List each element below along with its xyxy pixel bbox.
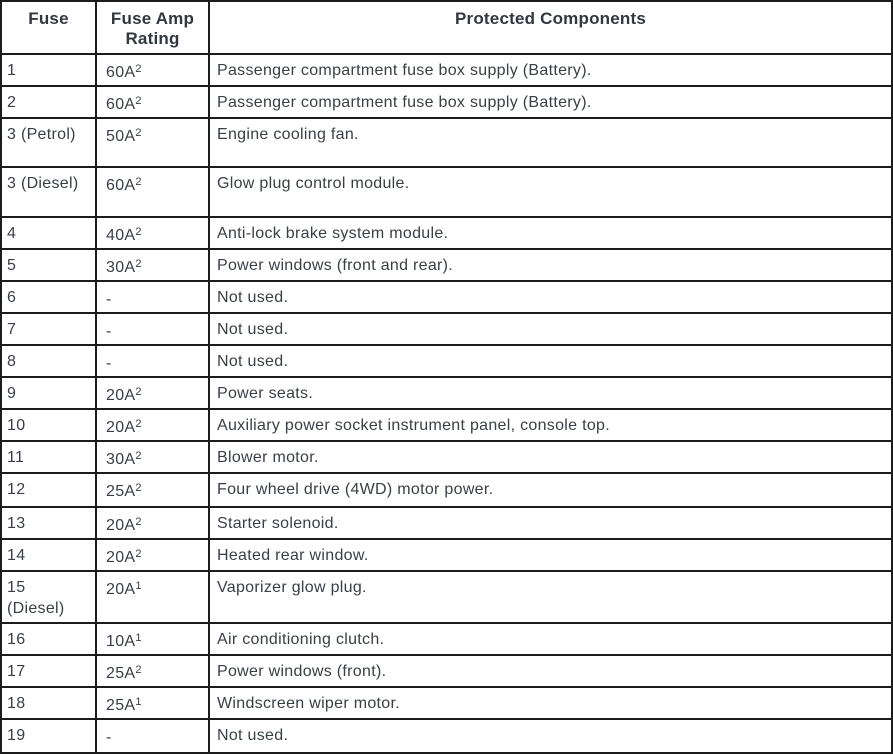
protected-component-cell: Not used. [209, 345, 892, 377]
table-row [1, 539, 892, 571]
protected-component-cell: Anti-lock brake system module. [209, 217, 892, 249]
table-row [1, 217, 892, 249]
table-row [1, 655, 892, 687]
protected-component-cell: Passenger compartment fuse box supply (Battery). [209, 86, 892, 118]
rating-superscript: 2 [135, 664, 142, 676]
protected-component-cell: Power windows (front and rear). [209, 249, 892, 281]
fuse-number-cell: 1 [1, 54, 96, 86]
amp-rating-cell: $30A^2$ [96, 249, 209, 281]
protected-component-cell: Passenger compartment fuse box supply (Battery). [209, 54, 892, 86]
col-header-fuse: Fuse [1, 1, 96, 54]
fuse-number-cell: 5 [1, 249, 96, 281]
table-row [1, 167, 892, 217]
amp-rating-cell: - [96, 345, 209, 377]
amp-rating-cell: $40A^2$ [96, 217, 209, 249]
fuse-number-cell: 4 [1, 217, 96, 249]
fuse-number-cell: 14 [1, 539, 96, 571]
fuse-number-cell: 11 [1, 441, 96, 473]
table-row [1, 54, 892, 86]
protected-component-cell: Not used. [209, 719, 892, 753]
amp-rating-cell: $60A^2$ [96, 86, 209, 118]
rating-superscript: 2 [135, 450, 142, 462]
protected-component-cell: Not used. [209, 313, 892, 345]
amp-rating-cell: $60A^2$ [96, 167, 209, 217]
table-row [1, 473, 892, 507]
fuse-number-cell: 3 (Petrol) [1, 118, 96, 167]
protected-component-cell: Glow plug control module. [209, 167, 892, 217]
table-row [1, 249, 892, 281]
protected-component-cell: Windscreen wiper motor. [209, 687, 892, 719]
protected-component-cell: Engine cooling fan. [209, 118, 892, 167]
amp-rating-cell: $25A^2$ [96, 655, 209, 687]
col-header-rating: Fuse Amp Rating [96, 1, 209, 54]
amp-rating-cell: - [96, 281, 209, 313]
header-row [1, 1, 892, 54]
protected-component-cell: Air conditioning clutch. [209, 623, 892, 655]
fuse-number-cell: 9 [1, 377, 96, 409]
protected-component-cell: Power windows (front). [209, 655, 892, 687]
fuse-number-cell: 3 (Diesel) [1, 167, 96, 217]
fuse-number-cell: 19 [1, 719, 96, 753]
fuse-number-cell: 2 [1, 86, 96, 118]
table-row [1, 623, 892, 655]
amp-rating-cell: $20A^2$ [96, 377, 209, 409]
table-row [1, 377, 892, 409]
rating-superscript: 2 [135, 95, 142, 107]
protected-component-cell: Not used. [209, 281, 892, 313]
fuse-table-body [1, 54, 892, 753]
amp-rating-cell: $20A^2$ [96, 539, 209, 571]
amp-rating-cell: $20A^2$ [96, 507, 209, 539]
amp-rating-cell: $20A^2$ [96, 409, 209, 441]
fuse-number-cell: 12 [1, 473, 96, 507]
amp-rating-cell: $60A^2$ [96, 54, 209, 86]
protected-component-cell: Power seats. [209, 377, 892, 409]
fuse-number-cell: 17 [1, 655, 96, 687]
fuse-number-cell: 13 [1, 507, 96, 539]
rating-superscript: 1 [135, 632, 142, 644]
rating-superscript: 2 [135, 258, 142, 270]
protected-component-cell: Four wheel drive (4WD) motor power. [209, 473, 892, 507]
amp-rating-cell: $25A^2$ [96, 473, 209, 507]
table-row [1, 118, 892, 167]
fuse-number-cell: 6 [1, 281, 96, 313]
protected-component-cell: Starter solenoid. [209, 507, 892, 539]
table-row [1, 409, 892, 441]
rating-superscript: 2 [135, 386, 142, 398]
rating-superscript: 2 [135, 127, 142, 139]
rating-superscript: 1 [135, 580, 142, 592]
fuse-number-cell: 10 [1, 409, 96, 441]
table-row [1, 687, 892, 719]
rating-superscript: 2 [135, 63, 142, 75]
rating-superscript: 2 [135, 226, 142, 238]
table-row [1, 719, 892, 753]
protected-component-cell: Vaporizer glow plug. [209, 571, 892, 623]
table-row [1, 86, 892, 118]
protected-component-cell: Blower motor. [209, 441, 892, 473]
rating-superscript: 2 [135, 176, 142, 188]
rating-superscript: 2 [135, 548, 142, 560]
fuse-number-cell: 7 [1, 313, 96, 345]
amp-rating-cell: $30A^2$ [96, 441, 209, 473]
table-row [1, 571, 892, 623]
amp-rating-cell: $25A^1$ [96, 687, 209, 719]
amp-rating-cell: $10A^1$ [96, 623, 209, 655]
rating-superscript: 1 [135, 696, 142, 708]
fuse-number-cell: 15 (Diesel) [1, 571, 96, 623]
table-row [1, 313, 892, 345]
rating-superscript: 2 [135, 418, 142, 430]
fuse-number-cell: 8 [1, 345, 96, 377]
amp-rating-cell: $20A^1$ [96, 571, 209, 623]
amp-rating-cell: $50A^2$ [96, 118, 209, 167]
rating-superscript: 2 [135, 516, 142, 528]
protected-component-cell: Heated rear window. [209, 539, 892, 571]
amp-rating-cell: - [96, 313, 209, 345]
table-row [1, 345, 892, 377]
table-row [1, 507, 892, 539]
rating-superscript: 2 [135, 482, 142, 494]
fuse-number-cell: 16 [1, 623, 96, 655]
amp-rating-cell: - [96, 719, 209, 753]
table-row [1, 441, 892, 473]
col-header-components: Protected Components [209, 1, 892, 54]
protected-component-cell: Auxiliary power socket instrument panel, console top. [209, 409, 892, 441]
fuse-number-cell: 18 [1, 687, 96, 719]
table-row [1, 281, 892, 313]
